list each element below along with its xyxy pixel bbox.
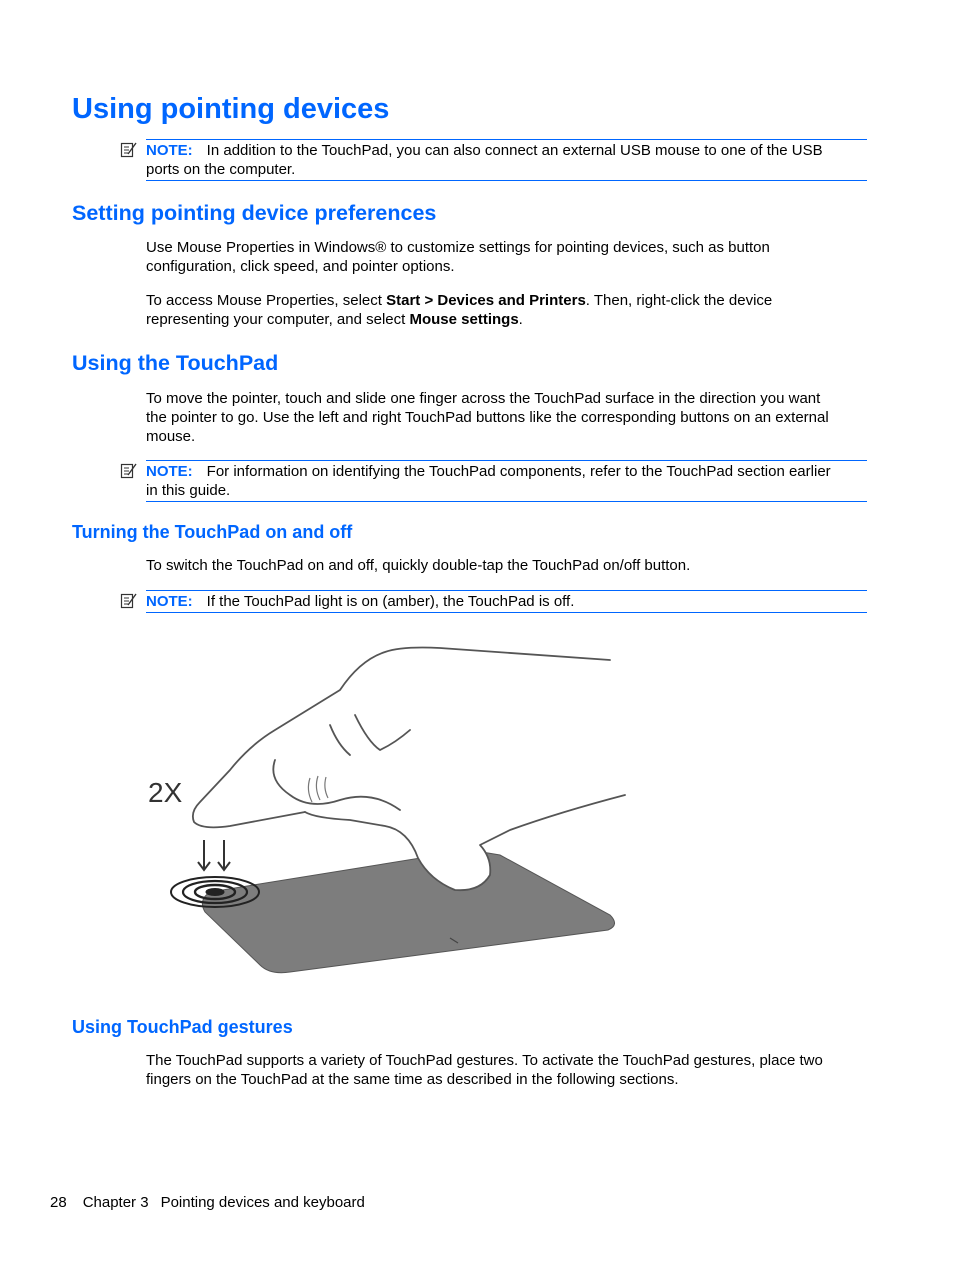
chapter-number: Chapter 3 <box>82 1194 149 1211</box>
paragraph-mouse-properties <box>146 238 868 276</box>
note-text-line1: If the TouchPad light is on (amber), the TouchPad is off. <box>206 593 575 610</box>
touchpad-double-tap-illustration <box>140 630 640 980</box>
paragraph-switch-touchpad <box>146 556 868 575</box>
text-run: representing your computer, and select <box>146 311 410 328</box>
text-run: . <box>518 311 523 328</box>
paragraph-line: Use Mouse Properties in Windows® to customize settings for pointing devices, such as button <box>146 239 770 256</box>
note-icon <box>120 592 138 610</box>
note-label: NOTE: <box>146 593 193 610</box>
note-touchpad-components <box>146 460 867 502</box>
tap-arrows <box>198 840 230 870</box>
note-icon <box>120 141 138 159</box>
double-tap-label: 2X <box>148 777 183 808</box>
paragraph-line: fingers on the TouchPad at the same time as described in the following sections. <box>146 1071 679 1088</box>
paragraph-line: To move the pointer, touch and slide one finger across the TouchPad surface in the direction you want <box>146 390 821 407</box>
text-run: . Then, right-click the device <box>585 292 773 309</box>
hand-drawing <box>193 648 625 891</box>
page-title: Using pointing devices <box>72 93 390 125</box>
paragraph-line: mouse. <box>146 428 196 445</box>
paragraph-line: To switch the TouchPad on and off, quickly double-tap the TouchPad on/off button. <box>146 557 691 574</box>
paragraph-line: The TouchPad supports a variety of TouchPad gestures. To activate the TouchPad gestures, place two <box>146 1052 823 1069</box>
menu-path-start-devices: Start > Devices and Printers <box>386 292 586 309</box>
heading-touchpad-gestures: Using TouchPad gestures <box>72 1017 293 1037</box>
note-usb-mouse <box>146 139 867 181</box>
heading-turning-touchpad-on-off: Turning the TouchPad on and off <box>72 522 353 542</box>
note-icon <box>120 462 138 480</box>
page-footer <box>50 1193 381 1212</box>
note-touchpad-light <box>146 590 867 613</box>
page-number: 28 <box>50 1194 67 1211</box>
paragraph-touchpad-gestures <box>146 1051 868 1089</box>
text-run: To access Mouse Properties, select <box>146 292 387 309</box>
note-text-line1: For information on identifying the TouchPad components, refer to the TouchPad section earlier <box>206 463 831 480</box>
mouse-settings-term: Mouse settings <box>409 311 519 328</box>
heading-using-touchpad: Using the TouchPad <box>72 351 279 375</box>
note-text-line2: in this guide. <box>146 482 231 499</box>
paragraph-line: the pointer to go. Use the left and right TouchPad buttons like the corresponding buttons on an external <box>146 409 829 426</box>
note-text-line1: In addition to the TouchPad, you can also connect an external USB mouse to one of the USB <box>206 142 823 159</box>
paragraph-access-mouse-properties <box>146 291 868 329</box>
touchpad-surface <box>202 850 614 973</box>
heading-setting-preferences: Setting pointing device preferences <box>72 201 437 225</box>
note-text-line2: ports on the computer. <box>146 161 296 178</box>
note-label: NOTE: <box>146 463 193 480</box>
paragraph-line: configuration, click speed, and pointer options. <box>146 258 455 275</box>
paragraph-touchpad-usage <box>146 389 868 446</box>
chapter-title: Pointing devices and keyboard <box>160 1194 365 1211</box>
note-label: NOTE: <box>146 142 193 159</box>
